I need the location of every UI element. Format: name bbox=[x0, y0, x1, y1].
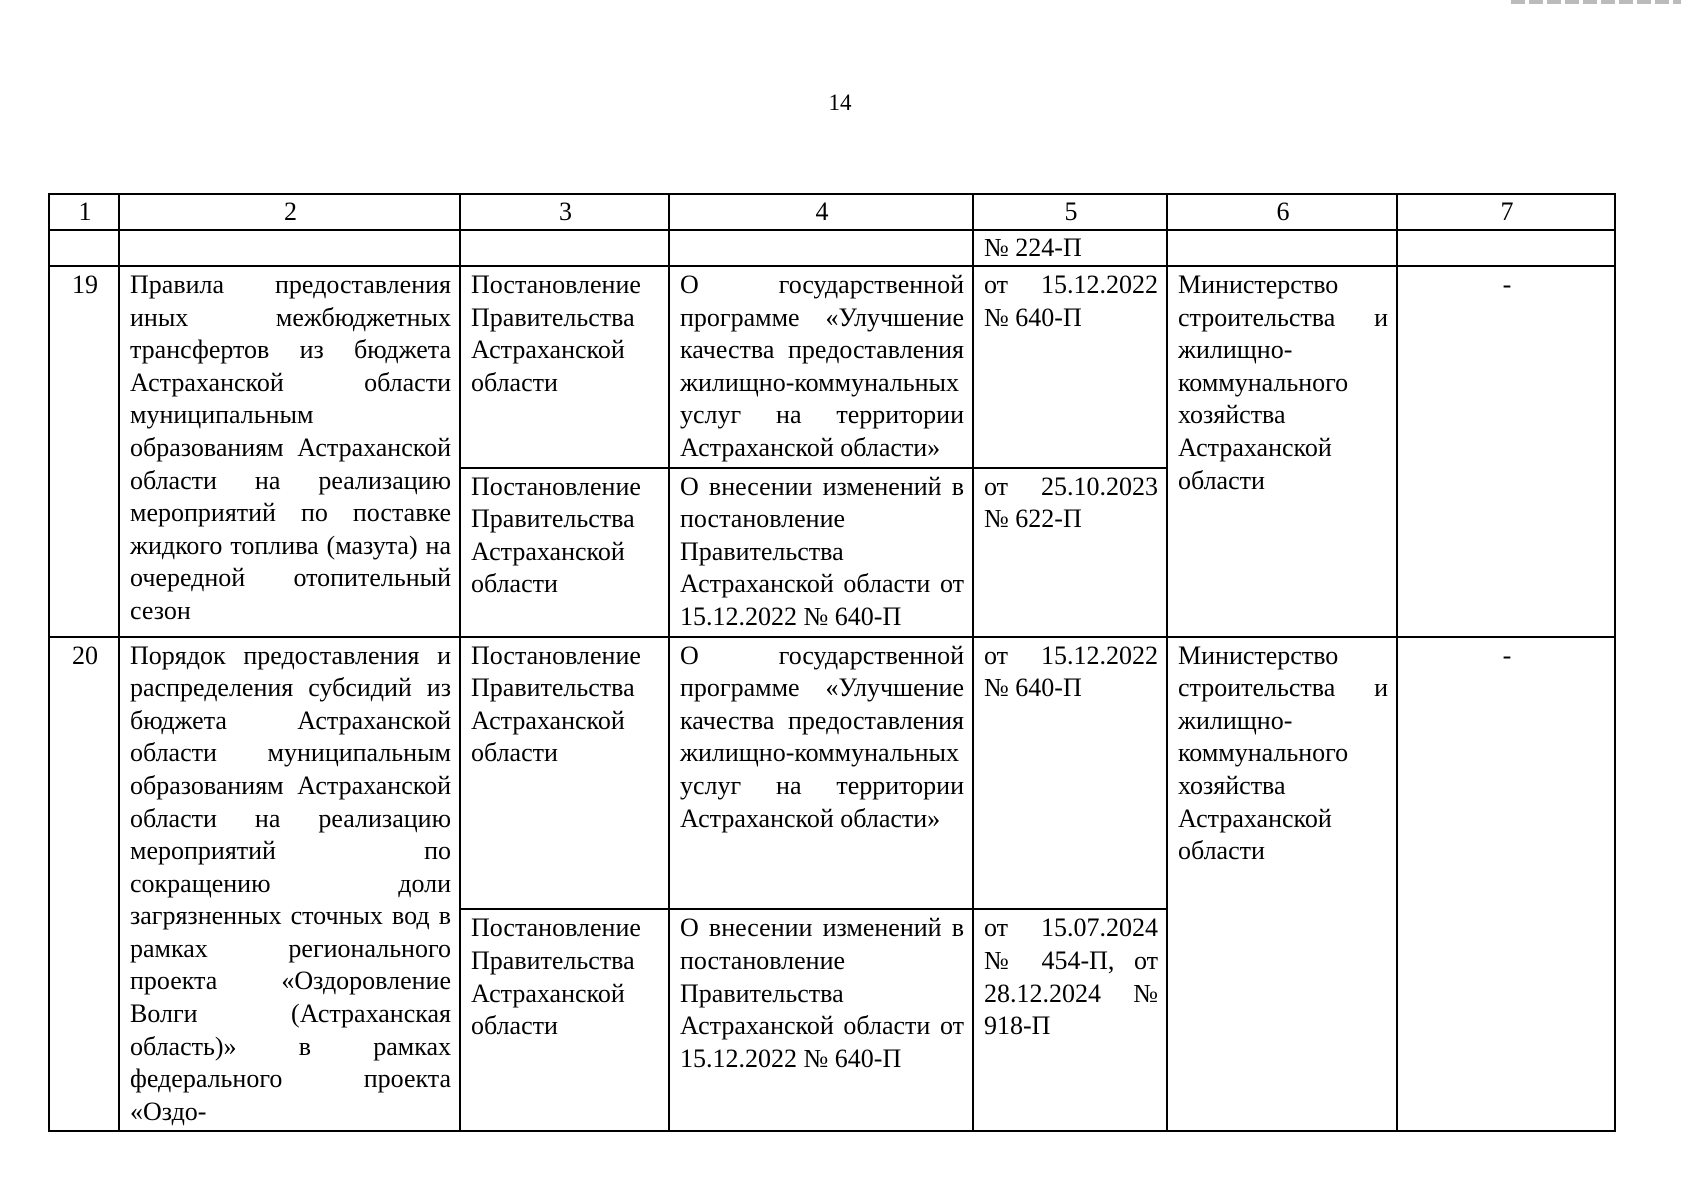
page-number: 14 bbox=[828, 90, 852, 115]
note: - bbox=[1397, 266, 1615, 637]
header-row bbox=[49, 194, 1615, 230]
scan-top-mark bbox=[1511, 0, 1681, 4]
header-cell: 3 bbox=[460, 194, 669, 230]
table-row bbox=[49, 637, 1615, 910]
act-title: О внесении изменений в постановление Правительства Астраханской области от 15.12.2022 № 640-П bbox=[669, 909, 973, 1131]
carry-date-number: № 224-П bbox=[973, 230, 1167, 266]
carry-over-row bbox=[49, 230, 1615, 266]
act-title: О государственной программе «Улучшение качества предоставления жилищно-коммунальных услуг на территории Астраханской области» bbox=[669, 637, 973, 910]
document-name: Правила предоставления иных межбюджетных трансфертов из бюджета Астраханской области муниципальным образованиям Астраханской области на реализацию мероприятий по поставке жидкого топлива (мазута) на очередной отопительный сезон bbox=[119, 266, 460, 637]
header-cell: 7 bbox=[1397, 194, 1615, 230]
act-type: Постановление Правительства Астраханской области bbox=[460, 468, 669, 637]
act-title: О внесении изменений в постановление Правительства Астраханской области от 15.12.2022 № 640-П bbox=[669, 468, 973, 637]
header-cell: 4 bbox=[669, 194, 973, 230]
responsible-authority: Министерство строительства и жилищно-коммунального хозяйства Астраханской области bbox=[1167, 637, 1397, 1132]
header-cell: 2 bbox=[119, 194, 460, 230]
act-date-number: от 25.10.2023 № 622-П bbox=[973, 468, 1167, 637]
row-number: 19 bbox=[49, 266, 119, 637]
row-number: 20 bbox=[49, 637, 119, 1132]
responsible-authority: Министерство строительства и жилищно-коммунального хозяйства Астраханской области bbox=[1167, 266, 1397, 637]
header-cell: 6 bbox=[1167, 194, 1397, 230]
header-cell: 5 bbox=[973, 194, 1167, 230]
act-date-number: от 15.12.2022 № 640-П bbox=[973, 266, 1167, 468]
act-title: О государственной программе «Улучшение качества предоставления жилищно-коммунальных услуг на территории Астраханской области» bbox=[669, 266, 973, 468]
table-row bbox=[49, 266, 1615, 468]
regulations-table bbox=[48, 193, 1616, 1132]
header-cell: 1 bbox=[49, 194, 119, 230]
act-date-number: от 15.07.2024 № 454-П, от 28.12.2024 № 918-П bbox=[973, 909, 1167, 1131]
act-type: Постановление Правительства Астраханской области bbox=[460, 909, 669, 1131]
act-date-number: от 15.12.2022 № 640-П bbox=[973, 637, 1167, 910]
act-type: Постановление Правительства Астраханской области bbox=[460, 637, 669, 910]
note: - bbox=[1397, 637, 1615, 1132]
act-type: Постановление Правительства Астраханской области bbox=[460, 266, 669, 468]
document-name: Порядок предоставления и распределения субсидий из бюджета Астраханской области муниципальным образованиям Астраханской области на реализацию мероприятий по сокращению доли загрязненных сточных вод в рамках регионального проекта «Оздоровление Волги (Астраханская область)» в рамках федерального проекта «Оздо- bbox=[119, 637, 460, 1132]
